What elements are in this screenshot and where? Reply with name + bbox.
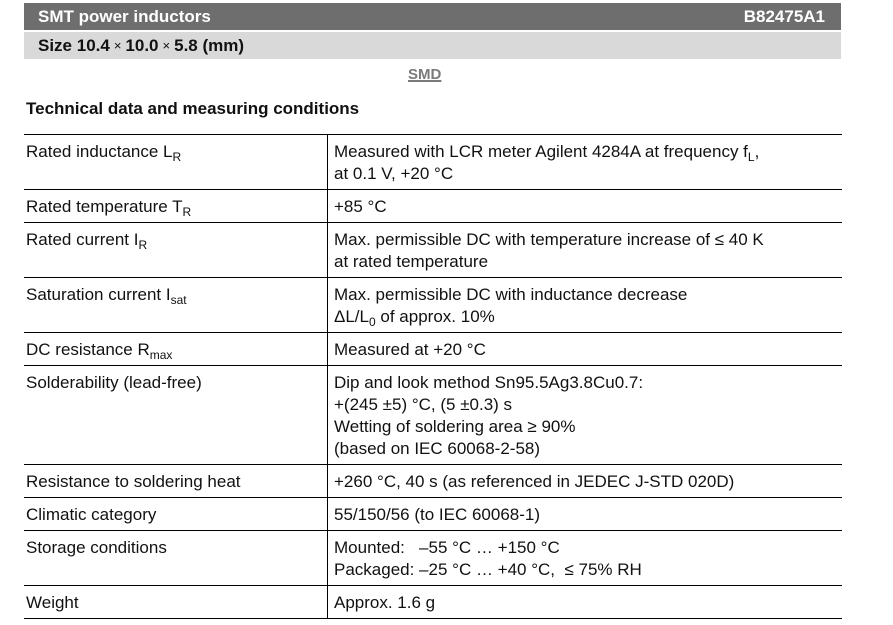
condition-line <box>334 471 838 493</box>
parameter-cell <box>24 135 328 190</box>
table-row <box>24 366 842 465</box>
parameter-name: Rated temperature T <box>26 197 183 216</box>
parameter-name: Rated inductance L <box>26 142 173 161</box>
parameter-subscript: R <box>138 238 148 252</box>
condition-text: +260 °C, 40 s (as referenced in JEDEC J-STD 020D) <box>334 472 735 491</box>
condition-line <box>334 372 838 394</box>
parameter-cell <box>24 333 328 366</box>
parameter-name: Solderability (lead-free) <box>26 373 202 392</box>
condition-text: Approx. 1.6 g <box>334 593 436 612</box>
parameter-subscript: R <box>172 150 182 164</box>
condition-text: Dip and look method Sn95.5Ag3.8Cu0.7: <box>334 373 644 392</box>
table-row <box>24 190 842 223</box>
technical-data-table <box>24 134 842 619</box>
condition-subscript: 0 <box>369 315 376 329</box>
condition-cell <box>328 278 843 333</box>
table-row <box>24 498 842 531</box>
condition-text: Packaged: –25 °C … +40 °C, ≤ 75% RH <box>334 560 642 579</box>
table-row <box>24 531 842 586</box>
condition-line <box>334 438 838 460</box>
parameter-name: Resistance to soldering heat <box>26 472 241 491</box>
condition-cell <box>328 190 843 223</box>
times-sign: × <box>113 38 122 53</box>
condition-line <box>334 537 838 559</box>
condition-text: Mounted: –55 °C … +150 °C <box>334 538 560 557</box>
condition-line <box>334 559 838 581</box>
condition-line <box>334 141 838 163</box>
parameter-cell <box>24 223 328 278</box>
condition-line <box>334 196 838 218</box>
parameter-name: Climatic category <box>26 505 157 524</box>
condition-line <box>334 592 838 614</box>
parameter-name: Storage conditions <box>26 538 167 557</box>
condition-text: at rated temperature <box>334 252 489 271</box>
parameter-cell <box>24 190 328 223</box>
parameter-subscript: sat <box>170 293 187 307</box>
condition-text: +85 °C <box>334 197 387 216</box>
section-title: Technical data and measuring conditions <box>26 99 360 118</box>
parameter-name: Rated current I <box>26 230 139 249</box>
condition-text: Measured at +20 °C <box>334 340 486 359</box>
condition-text: (based on IEC 60068-2-58) <box>334 439 541 458</box>
condition-text: ΔL/L <box>334 307 369 326</box>
table-row <box>24 135 842 190</box>
condition-cell <box>328 465 843 498</box>
condition-text: 55/150/56 (to IEC 60068-1) <box>334 505 541 524</box>
condition-line <box>334 284 838 306</box>
condition-text-after: , <box>754 142 760 161</box>
size-mid: 10.0 <box>125 35 159 55</box>
condition-cell <box>328 223 843 278</box>
condition-cell <box>328 498 843 531</box>
condition-line <box>334 504 838 526</box>
parameter-cell <box>24 531 328 586</box>
parameter-cell <box>24 465 328 498</box>
size-bar <box>24 32 841 59</box>
parameter-subscript: max <box>149 348 173 362</box>
smd-badge: SMD <box>408 66 442 83</box>
condition-line <box>334 306 838 328</box>
condition-line <box>334 251 838 273</box>
table-row <box>24 586 842 619</box>
condition-cell <box>328 333 843 366</box>
header-bar <box>24 3 841 30</box>
condition-text: +(245 ±5) °C, (5 ±0.3) s <box>334 395 513 414</box>
condition-cell <box>328 531 843 586</box>
parameter-cell <box>24 498 328 531</box>
condition-text: Wetting of soldering area ≥ 90% <box>334 417 576 436</box>
condition-line <box>334 229 838 251</box>
condition-subscript: L <box>747 150 755 164</box>
condition-line <box>334 339 838 361</box>
condition-cell <box>328 366 843 465</box>
product-family-title: SMT power inductors <box>38 6 211 26</box>
size-suffix: 5.8 (mm) <box>174 35 245 55</box>
condition-line <box>334 416 838 438</box>
parameter-name: Saturation current I <box>26 285 171 304</box>
condition-text: Measured with LCR meter Agilent 4284A at frequency f <box>334 142 748 161</box>
parameter-cell <box>24 366 328 465</box>
parameter-name: Weight <box>26 593 79 612</box>
parameter-name: DC resistance R <box>26 340 150 359</box>
condition-text-after: of approx. 10% <box>375 307 495 326</box>
condition-line <box>334 394 838 416</box>
table-row <box>24 465 842 498</box>
condition-line <box>334 163 838 185</box>
table-row <box>24 278 842 333</box>
condition-text: at 0.1 V, +20 °C <box>334 164 454 183</box>
part-number: B82475A1 <box>743 6 825 26</box>
size-prefix: Size 10.4 <box>38 35 110 55</box>
parameter-subscript: R <box>182 205 192 219</box>
condition-text: Max. permissible DC with inductance decrease <box>334 285 688 304</box>
table-row <box>24 223 842 278</box>
table-row <box>24 333 842 366</box>
condition-cell <box>328 586 843 619</box>
condition-cell <box>328 135 843 190</box>
condition-text: Max. permissible DC with temperature increase of ≤ 40 K <box>334 230 764 249</box>
parameter-cell <box>24 586 328 619</box>
times-sign: × <box>162 38 171 53</box>
parameter-cell <box>24 278 328 333</box>
